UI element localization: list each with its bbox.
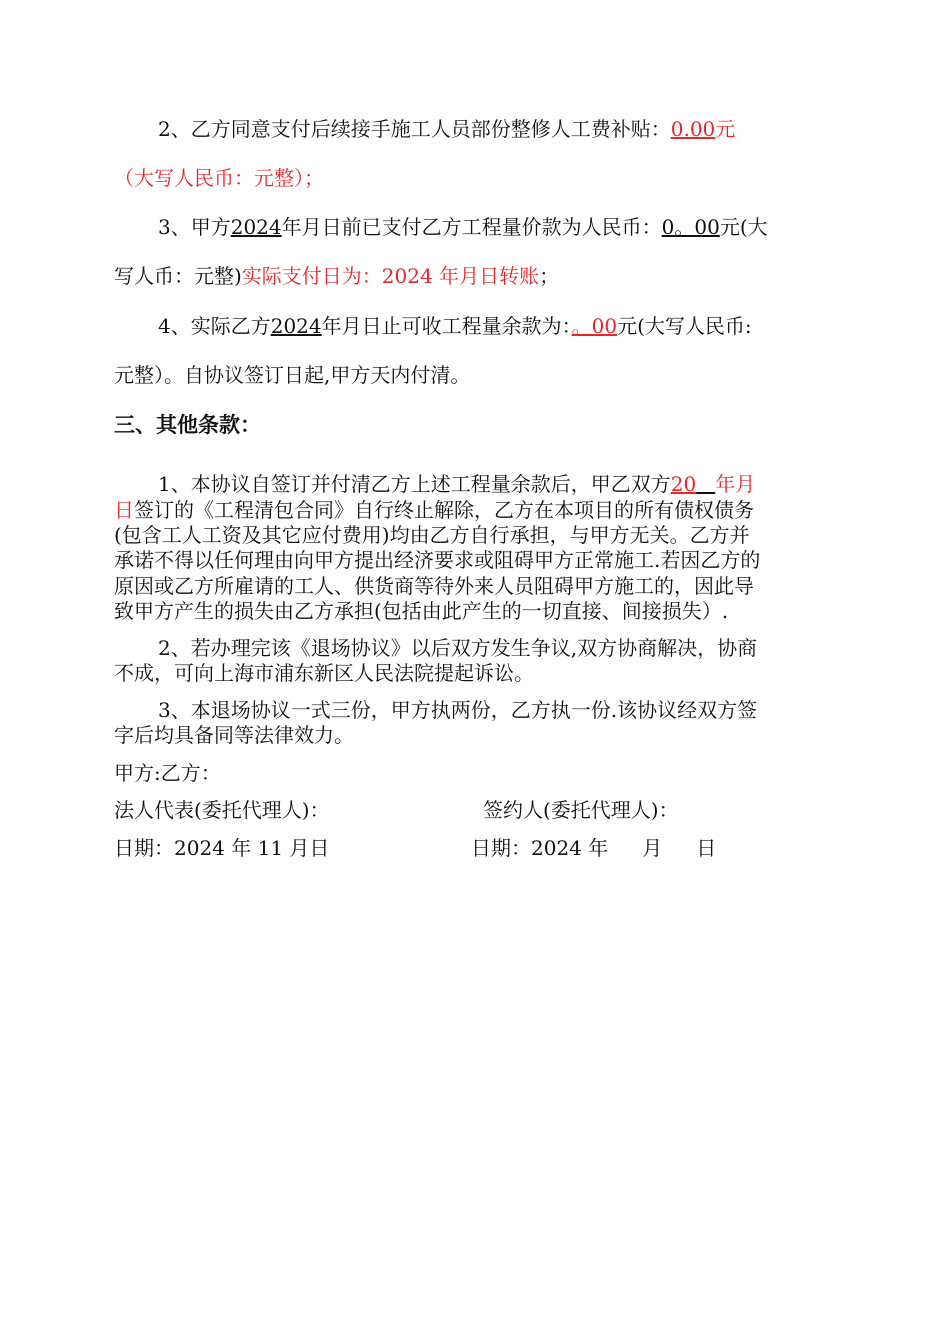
item-2-text: 2、乙方同意支付后续接手施工人员部份整修人工费补贴： <box>158 117 671 141</box>
clause-1-line-5: 原因或乙方所雇请的工人、供货商等待外来人员阻碍甲方施工的，因此导 <box>114 574 754 598</box>
item-3-middle: 年月日前已支付乙方工程量价款为人民币： <box>281 215 662 239</box>
item-4-line-2: 元整）。自协议签订日起,甲方天内付清。 <box>114 363 471 387</box>
signature-left: 法人代表(委托代理人)： <box>114 798 330 822</box>
item-3-line-2 <box>114 260 834 289</box>
clause-1-text-2: 签订的《工程清包合同》自行终止解除，乙方在本项目的所有债权债务 <box>134 498 754 522</box>
date-right-month: 月 <box>642 836 663 860</box>
item-3-end: ； <box>539 264 560 288</box>
item-2-unit: 元 <box>715 117 736 141</box>
item-2-line-1 <box>158 113 878 142</box>
section-title: 三、其他条款： <box>114 412 261 437</box>
clause-1-line-6: 致甲方产生的损失由乙方承担(包括由此产生的一切直接、间接损失）. <box>114 599 729 623</box>
clause-1-line-3: (包含工人工资及其它应付费用)均由乙方自行承担，与甲方无关。乙方并 <box>114 523 750 547</box>
item-2-amount: 0.00 <box>670 117 716 141</box>
item-3-daxie: 写人币：元整) <box>114 264 242 288</box>
clause-1-text: 1、本协议自签订并付清乙方上述工程量余款后，甲乙双方 <box>158 472 671 496</box>
item-4-prefix: 4、实际乙方 <box>158 314 271 338</box>
date-right-day: 日 <box>696 836 717 860</box>
clause-1-month: 年月 <box>715 472 756 496</box>
item-3-suffix: 元(大 <box>719 215 768 239</box>
clause-1-year: 20 <box>670 472 697 496</box>
signature-right: 签约人(委托代理人)： <box>483 798 679 822</box>
item-4-middle: 年月日止可收工程量余款为： <box>321 314 572 338</box>
item-4-suffix: 元(大写人民币: <box>617 314 752 338</box>
item-3-line-1 <box>158 211 878 240</box>
item-2-line-2: （大写人民币：元整）； <box>114 166 324 190</box>
item-3-amount: 0。00 <box>661 215 720 239</box>
item-4-line-1 <box>158 310 878 339</box>
clause-1-line-4: 承诺不得以任何理由向甲方提出经济要求或阻碍甲方正常施工.若因乙方的 <box>114 548 761 572</box>
clause-2-line-1: 2、若办理完该《退场协议》以后双方发生争议,双方协商解决，协商 <box>158 636 758 660</box>
date-right-year: 日期：2024 年 <box>471 836 609 860</box>
clause-3-line-1: 3、本退场协议一式三份，甲方执两份，乙方执一份.该协议经双方签 <box>158 698 758 722</box>
clause-1-day: 日 <box>114 498 134 522</box>
parties-line: 甲方:乙方： <box>114 761 221 785</box>
item-3-payment-date: 实际支付日为：2024 年月日转账 <box>241 264 540 288</box>
item-4-year: 2024 <box>270 314 322 338</box>
clause-2-line-2: 不成，可向上海市浦东新区人民法院提起诉讼。 <box>114 661 534 685</box>
item-4-amount: 。00 <box>571 314 618 338</box>
item-3-year: 2024 <box>230 215 282 239</box>
clause-1-line-1 <box>158 468 878 497</box>
date-left: 日期：2024 年 11 月日 <box>114 836 330 860</box>
clause-3-line-2: 字后均具备同等法律效力。 <box>114 723 354 747</box>
item-3-prefix: 3、甲方 <box>158 215 231 239</box>
date-right <box>471 832 801 861</box>
